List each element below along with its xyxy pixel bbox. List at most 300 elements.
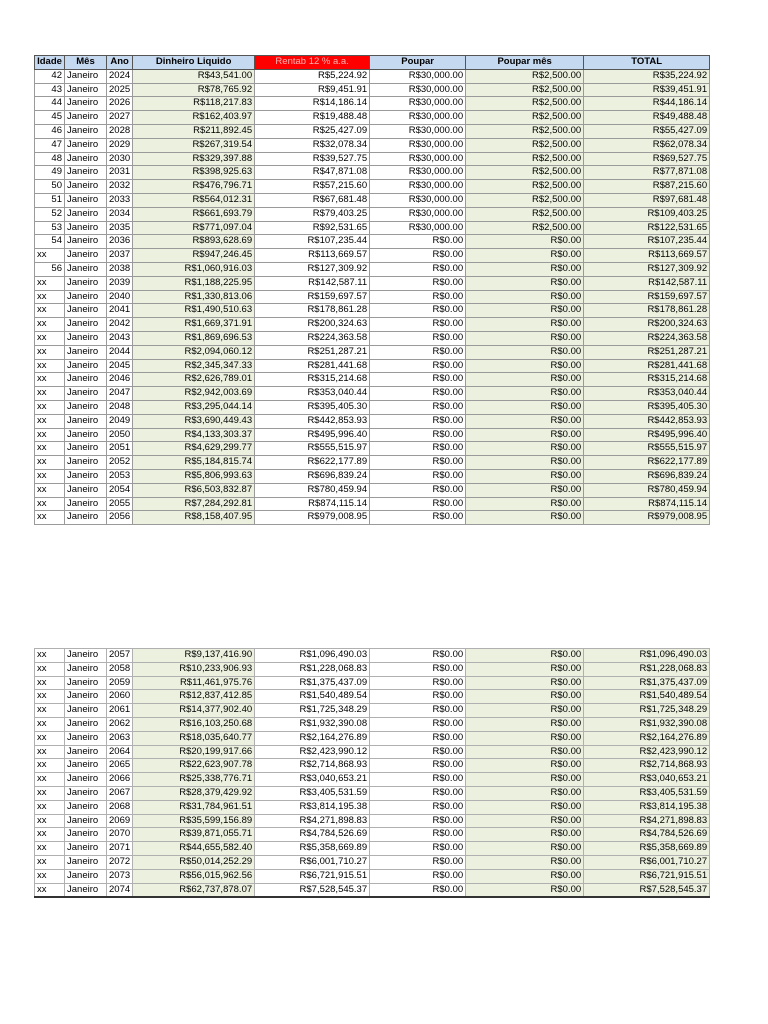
cell-dinheiro-liquido[interactable]: R$893,628.69 [133, 235, 255, 249]
cell-ano[interactable]: 2050 [107, 428, 133, 442]
cell-mes[interactable]: Janeiro [65, 235, 107, 249]
cell-total[interactable]: R$39,451.91 [584, 83, 710, 97]
header-ano[interactable]: Ano [107, 56, 133, 70]
cell-rentab[interactable]: R$200,324.63 [255, 318, 370, 332]
cell-dinheiro-liquido[interactable]: R$22,623,907.78 [133, 759, 255, 773]
cell-total[interactable]: R$62,078.34 [584, 138, 710, 152]
cell-ano[interactable]: 2070 [107, 828, 133, 842]
cell-ano[interactable]: 2048 [107, 400, 133, 414]
cell-dinheiro-liquido[interactable]: R$1,869,696.53 [133, 331, 255, 345]
cell-poupar[interactable]: R$0.00 [370, 276, 466, 290]
cell-total[interactable]: R$6,001,710.27 [584, 855, 710, 869]
cell-mes[interactable]: Janeiro [65, 814, 107, 828]
cell-mes[interactable]: Janeiro [65, 483, 107, 497]
cell-dinheiro-liquido[interactable]: R$476,796.71 [133, 180, 255, 194]
cell-mes[interactable]: Janeiro [65, 262, 107, 276]
cell-total[interactable]: R$2,423,990.12 [584, 745, 710, 759]
cell-ano[interactable]: 2026 [107, 97, 133, 111]
cell-ano[interactable]: 2047 [107, 387, 133, 401]
cell-idade[interactable]: 47 [35, 138, 65, 152]
cell-poupar[interactable]: R$0.00 [370, 676, 466, 690]
cell-total[interactable]: R$107,235.44 [584, 235, 710, 249]
cell-poupar[interactable]: R$0.00 [370, 387, 466, 401]
cell-idade[interactable]: xx [35, 883, 65, 897]
cell-rentab[interactable]: R$5,224.92 [255, 69, 370, 83]
cell-idade[interactable]: 56 [35, 262, 65, 276]
cell-mes[interactable]: Janeiro [65, 649, 107, 663]
cell-rentab[interactable]: R$1,375,437.09 [255, 676, 370, 690]
cell-rentab[interactable]: R$3,040,653.21 [255, 773, 370, 787]
cell-poupar[interactable]: R$0.00 [370, 497, 466, 511]
cell-mes[interactable]: Janeiro [65, 331, 107, 345]
cell-poupar[interactable]: R$30,000.00 [370, 152, 466, 166]
cell-rentab[interactable]: R$1,228,068.83 [255, 662, 370, 676]
cell-rentab[interactable]: R$57,215.60 [255, 180, 370, 194]
cell-rentab[interactable]: R$9,451.91 [255, 83, 370, 97]
cell-poupar[interactable]: R$30,000.00 [370, 124, 466, 138]
cell-idade[interactable]: xx [35, 704, 65, 718]
cell-poupar[interactable]: R$0.00 [370, 318, 466, 332]
cell-total[interactable]: R$224,363.58 [584, 331, 710, 345]
cell-idade[interactable]: 43 [35, 83, 65, 97]
cell-dinheiro-liquido[interactable]: R$3,690,449.43 [133, 414, 255, 428]
cell-mes[interactable]: Janeiro [65, 221, 107, 235]
cell-rentab[interactable]: R$32,078.34 [255, 138, 370, 152]
cell-total[interactable]: R$495,996.40 [584, 428, 710, 442]
cell-mes[interactable]: Janeiro [65, 842, 107, 856]
cell-idade[interactable]: xx [35, 387, 65, 401]
cell-rentab[interactable]: R$1,725,348.29 [255, 704, 370, 718]
cell-total[interactable]: R$2,714,868.93 [584, 759, 710, 773]
cell-ano[interactable]: 2039 [107, 276, 133, 290]
cell-mes[interactable]: Janeiro [65, 662, 107, 676]
header-mes[interactable]: Mês [65, 56, 107, 70]
cell-mes[interactable]: Janeiro [65, 828, 107, 842]
cell-ano[interactable]: 2041 [107, 304, 133, 318]
cell-poupar-mes[interactable]: R$0.00 [466, 814, 584, 828]
cell-mes[interactable]: Janeiro [65, 124, 107, 138]
cell-dinheiro-liquido[interactable]: R$39,871,055.71 [133, 828, 255, 842]
cell-total[interactable]: R$178,861.28 [584, 304, 710, 318]
cell-dinheiro-liquido[interactable]: R$1,490,510.63 [133, 304, 255, 318]
cell-idade[interactable]: xx [35, 331, 65, 345]
cell-poupar-mes[interactable]: R$0.00 [466, 442, 584, 456]
cell-idade[interactable]: xx [35, 345, 65, 359]
cell-poupar-mes[interactable]: R$0.00 [466, 497, 584, 511]
cell-mes[interactable]: Janeiro [65, 800, 107, 814]
cell-total[interactable]: R$113,669.57 [584, 249, 710, 263]
cell-total[interactable]: R$200,324.63 [584, 318, 710, 332]
cell-dinheiro-liquido[interactable]: R$661,693.79 [133, 207, 255, 221]
cell-poupar-mes[interactable]: R$0.00 [466, 304, 584, 318]
cell-ano[interactable]: 2065 [107, 759, 133, 773]
cell-total[interactable]: R$780,459.94 [584, 483, 710, 497]
cell-ano[interactable]: 2062 [107, 717, 133, 731]
cell-ano[interactable]: 2031 [107, 166, 133, 180]
cell-mes[interactable]: Janeiro [65, 745, 107, 759]
cell-dinheiro-liquido[interactable]: R$14,377,902.40 [133, 704, 255, 718]
cell-dinheiro-liquido[interactable]: R$162,403.97 [133, 111, 255, 125]
cell-ano[interactable]: 2074 [107, 883, 133, 897]
cell-poupar-mes[interactable]: R$0.00 [466, 262, 584, 276]
cell-rentab[interactable]: R$6,001,710.27 [255, 855, 370, 869]
cell-mes[interactable]: Janeiro [65, 414, 107, 428]
cell-rentab[interactable]: R$113,669.57 [255, 249, 370, 263]
cell-idade[interactable]: xx [35, 676, 65, 690]
cell-poupar[interactable]: R$30,000.00 [370, 207, 466, 221]
cell-poupar[interactable]: R$0.00 [370, 759, 466, 773]
cell-rentab[interactable]: R$1,932,390.08 [255, 717, 370, 731]
cell-poupar-mes[interactable]: R$0.00 [466, 483, 584, 497]
cell-dinheiro-liquido[interactable]: R$56,015,962.56 [133, 869, 255, 883]
cell-mes[interactable]: Janeiro [65, 786, 107, 800]
cell-rentab[interactable]: R$5,358,669.89 [255, 842, 370, 856]
cell-idade[interactable]: xx [35, 414, 65, 428]
cell-total[interactable]: R$142,587.11 [584, 276, 710, 290]
cell-rentab[interactable]: R$1,540,489.54 [255, 690, 370, 704]
cell-poupar[interactable]: R$30,000.00 [370, 193, 466, 207]
cell-dinheiro-liquido[interactable]: R$9,137,416.90 [133, 649, 255, 663]
cell-poupar[interactable]: R$0.00 [370, 483, 466, 497]
cell-idade[interactable]: xx [35, 828, 65, 842]
cell-idade[interactable]: 53 [35, 221, 65, 235]
cell-ano[interactable]: 2034 [107, 207, 133, 221]
cell-dinheiro-liquido[interactable]: R$44,655,582.40 [133, 842, 255, 856]
cell-total[interactable]: R$122,531.65 [584, 221, 710, 235]
cell-idade[interactable]: 42 [35, 69, 65, 83]
cell-dinheiro-liquido[interactable]: R$1,188,225.95 [133, 276, 255, 290]
cell-idade[interactable]: 46 [35, 124, 65, 138]
cell-poupar[interactable]: R$0.00 [370, 249, 466, 263]
cell-rentab[interactable]: R$281,441.68 [255, 359, 370, 373]
cell-poupar-mes[interactable]: R$0.00 [466, 249, 584, 263]
cell-mes[interactable]: Janeiro [65, 387, 107, 401]
cell-mes[interactable]: Janeiro [65, 345, 107, 359]
cell-total[interactable]: R$3,040,653.21 [584, 773, 710, 787]
cell-rentab[interactable]: R$107,235.44 [255, 235, 370, 249]
cell-mes[interactable]: Janeiro [65, 111, 107, 125]
cell-mes[interactable]: Janeiro [65, 359, 107, 373]
cell-rentab[interactable]: R$2,164,276.89 [255, 731, 370, 745]
cell-poupar[interactable]: R$0.00 [370, 855, 466, 869]
cell-poupar-mes[interactable]: R$2,500.00 [466, 207, 584, 221]
cell-total[interactable]: R$3,405,531.59 [584, 786, 710, 800]
cell-poupar-mes[interactable]: R$0.00 [466, 855, 584, 869]
cell-poupar-mes[interactable]: R$2,500.00 [466, 111, 584, 125]
cell-dinheiro-liquido[interactable]: R$20,199,917.66 [133, 745, 255, 759]
cell-poupar[interactable]: R$0.00 [370, 717, 466, 731]
cell-total[interactable]: R$159,697.57 [584, 290, 710, 304]
cell-rentab[interactable]: R$622,177.89 [255, 456, 370, 470]
cell-dinheiro-liquido[interactable]: R$2,626,789.01 [133, 373, 255, 387]
cell-mes[interactable]: Janeiro [65, 497, 107, 511]
cell-idade[interactable]: xx [35, 842, 65, 856]
cell-total[interactable]: R$1,932,390.08 [584, 717, 710, 731]
cell-total[interactable]: R$127,309.92 [584, 262, 710, 276]
cell-poupar-mes[interactable]: R$0.00 [466, 456, 584, 470]
cell-poupar-mes[interactable]: R$0.00 [466, 759, 584, 773]
cell-total[interactable]: R$1,375,437.09 [584, 676, 710, 690]
cell-poupar[interactable]: R$0.00 [370, 262, 466, 276]
cell-total[interactable]: R$4,271,898.83 [584, 814, 710, 828]
cell-idade[interactable]: xx [35, 869, 65, 883]
cell-mes[interactable]: Janeiro [65, 704, 107, 718]
cell-dinheiro-liquido[interactable]: R$564,012.31 [133, 193, 255, 207]
header-idade[interactable]: Idade [35, 56, 65, 70]
cell-poupar-mes[interactable]: R$0.00 [466, 387, 584, 401]
cell-poupar-mes[interactable]: R$0.00 [466, 883, 584, 897]
cell-ano[interactable]: 2038 [107, 262, 133, 276]
cell-idade[interactable]: xx [35, 469, 65, 483]
cell-ano[interactable]: 2045 [107, 359, 133, 373]
cell-ano[interactable]: 2061 [107, 704, 133, 718]
cell-rentab[interactable]: R$224,363.58 [255, 331, 370, 345]
cell-dinheiro-liquido[interactable]: R$10,233,906.93 [133, 662, 255, 676]
cell-ano[interactable]: 2046 [107, 373, 133, 387]
cell-ano[interactable]: 2051 [107, 442, 133, 456]
cell-dinheiro-liquido[interactable]: R$211,892.45 [133, 124, 255, 138]
cell-ano[interactable]: 2066 [107, 773, 133, 787]
cell-poupar-mes[interactable]: R$2,500.00 [466, 193, 584, 207]
cell-total[interactable]: R$395,405.30 [584, 400, 710, 414]
cell-dinheiro-liquido[interactable]: R$7,284,292.81 [133, 497, 255, 511]
cell-poupar[interactable]: R$0.00 [370, 469, 466, 483]
cell-rentab[interactable]: R$7,528,545.37 [255, 883, 370, 897]
cell-poupar-mes[interactable]: R$2,500.00 [466, 152, 584, 166]
cell-idade[interactable]: 48 [35, 152, 65, 166]
cell-idade[interactable]: xx [35, 373, 65, 387]
cell-poupar-mes[interactable]: R$0.00 [466, 745, 584, 759]
cell-ano[interactable]: 2073 [107, 869, 133, 883]
cell-mes[interactable]: Janeiro [65, 83, 107, 97]
cell-idade[interactable]: 44 [35, 97, 65, 111]
cell-rentab[interactable]: R$395,405.30 [255, 400, 370, 414]
cell-poupar[interactable]: R$0.00 [370, 345, 466, 359]
cell-dinheiro-liquido[interactable]: R$18,035,640.77 [133, 731, 255, 745]
cell-ano[interactable]: 2037 [107, 249, 133, 263]
cell-rentab[interactable]: R$79,403.25 [255, 207, 370, 221]
cell-idade[interactable]: xx [35, 731, 65, 745]
cell-dinheiro-liquido[interactable]: R$118,217.83 [133, 97, 255, 111]
cell-ano[interactable]: 2028 [107, 124, 133, 138]
cell-mes[interactable]: Janeiro [65, 759, 107, 773]
cell-poupar[interactable]: R$30,000.00 [370, 69, 466, 83]
cell-ano[interactable]: 2053 [107, 469, 133, 483]
cell-idade[interactable]: xx [35, 456, 65, 470]
cell-mes[interactable]: Janeiro [65, 373, 107, 387]
cell-total[interactable]: R$1,725,348.29 [584, 704, 710, 718]
cell-idade[interactable]: 52 [35, 207, 65, 221]
cell-poupar-mes[interactable]: R$0.00 [466, 690, 584, 704]
cell-poupar[interactable]: R$30,000.00 [370, 166, 466, 180]
cell-idade[interactable]: xx [35, 483, 65, 497]
cell-mes[interactable]: Janeiro [65, 276, 107, 290]
cell-poupar[interactable]: R$30,000.00 [370, 83, 466, 97]
cell-total[interactable]: R$44,186.14 [584, 97, 710, 111]
cell-poupar[interactable]: R$0.00 [370, 800, 466, 814]
cell-dinheiro-liquido[interactable]: R$4,133,303.37 [133, 428, 255, 442]
cell-ano[interactable]: 2049 [107, 414, 133, 428]
cell-ano[interactable]: 2054 [107, 483, 133, 497]
cell-dinheiro-liquido[interactable]: R$2,942,003.69 [133, 387, 255, 401]
cell-total[interactable]: R$979,008.95 [584, 511, 710, 525]
cell-dinheiro-liquido[interactable]: R$1,669,371.91 [133, 318, 255, 332]
cell-total[interactable]: R$2,164,276.89 [584, 731, 710, 745]
cell-poupar[interactable]: R$0.00 [370, 331, 466, 345]
cell-mes[interactable]: Janeiro [65, 69, 107, 83]
cell-poupar[interactable]: R$0.00 [370, 704, 466, 718]
cell-ano[interactable]: 2042 [107, 318, 133, 332]
cell-rentab[interactable]: R$47,871.08 [255, 166, 370, 180]
cell-rentab[interactable]: R$14,186.14 [255, 97, 370, 111]
cell-idade[interactable]: xx [35, 511, 65, 525]
cell-idade[interactable]: xx [35, 690, 65, 704]
cell-poupar[interactable]: R$0.00 [370, 814, 466, 828]
cell-poupar[interactable]: R$0.00 [370, 786, 466, 800]
cell-idade[interactable]: xx [35, 759, 65, 773]
cell-dinheiro-liquido[interactable]: R$11,461,975.76 [133, 676, 255, 690]
cell-rentab[interactable]: R$555,515.97 [255, 442, 370, 456]
cell-idade[interactable]: xx [35, 359, 65, 373]
cell-idade[interactable]: xx [35, 428, 65, 442]
cell-total[interactable]: R$97,681.48 [584, 193, 710, 207]
cell-ano[interactable]: 2068 [107, 800, 133, 814]
cell-mes[interactable]: Janeiro [65, 207, 107, 221]
cell-rentab[interactable]: R$4,271,898.83 [255, 814, 370, 828]
cell-poupar-mes[interactable]: R$0.00 [466, 773, 584, 787]
header-poupar-mes[interactable]: Poupar mês [466, 56, 584, 70]
cell-poupar[interactable]: R$30,000.00 [370, 111, 466, 125]
cell-ano[interactable]: 2057 [107, 649, 133, 663]
cell-total[interactable]: R$4,784,526.69 [584, 828, 710, 842]
cell-idade[interactable]: 45 [35, 111, 65, 125]
cell-mes[interactable]: Janeiro [65, 290, 107, 304]
cell-idade[interactable]: xx [35, 442, 65, 456]
cell-ano[interactable]: 2044 [107, 345, 133, 359]
cell-ano[interactable]: 2058 [107, 662, 133, 676]
cell-rentab[interactable]: R$159,697.57 [255, 290, 370, 304]
cell-total[interactable]: R$7,528,545.37 [584, 883, 710, 897]
cell-idade[interactable]: xx [35, 855, 65, 869]
cell-poupar-mes[interactable]: R$0.00 [466, 828, 584, 842]
cell-ano[interactable]: 2030 [107, 152, 133, 166]
cell-total[interactable]: R$281,441.68 [584, 359, 710, 373]
cell-poupar[interactable]: R$0.00 [370, 359, 466, 373]
cell-rentab[interactable]: R$19,488.48 [255, 111, 370, 125]
cell-poupar[interactable]: R$0.00 [370, 442, 466, 456]
cell-total[interactable]: R$442,853.93 [584, 414, 710, 428]
cell-dinheiro-liquido[interactable]: R$771,097.04 [133, 221, 255, 235]
cell-mes[interactable]: Janeiro [65, 304, 107, 318]
cell-idade[interactable]: xx [35, 814, 65, 828]
cell-poupar-mes[interactable]: R$0.00 [466, 428, 584, 442]
cell-mes[interactable]: Janeiro [65, 428, 107, 442]
cell-poupar-mes[interactable]: R$0.00 [466, 276, 584, 290]
cell-dinheiro-liquido[interactable]: R$2,094,060.12 [133, 345, 255, 359]
cell-mes[interactable]: Janeiro [65, 883, 107, 897]
cell-ano[interactable]: 2055 [107, 497, 133, 511]
cell-idade[interactable]: xx [35, 497, 65, 511]
cell-total[interactable]: R$251,287.21 [584, 345, 710, 359]
cell-dinheiro-liquido[interactable]: R$8,158,407.95 [133, 511, 255, 525]
cell-poupar-mes[interactable]: R$0.00 [466, 704, 584, 718]
cell-dinheiro-liquido[interactable]: R$4,629,299.77 [133, 442, 255, 456]
cell-rentab[interactable]: R$315,214.68 [255, 373, 370, 387]
cell-ano[interactable]: 2025 [107, 83, 133, 97]
cell-idade[interactable]: xx [35, 649, 65, 663]
cell-ano[interactable]: 2043 [107, 331, 133, 345]
cell-dinheiro-liquido[interactable]: R$78,765.92 [133, 83, 255, 97]
cell-mes[interactable]: Janeiro [65, 249, 107, 263]
cell-dinheiro-liquido[interactable]: R$25,338,776.71 [133, 773, 255, 787]
cell-poupar[interactable]: R$0.00 [370, 842, 466, 856]
cell-poupar[interactable]: R$0.00 [370, 373, 466, 387]
cell-poupar-mes[interactable]: R$2,500.00 [466, 69, 584, 83]
cell-rentab[interactable]: R$1,096,490.03 [255, 649, 370, 663]
cell-total[interactable]: R$1,228,068.83 [584, 662, 710, 676]
cell-mes[interactable]: Janeiro [65, 166, 107, 180]
cell-poupar-mes[interactable]: R$0.00 [466, 359, 584, 373]
cell-rentab[interactable]: R$6,721,915.51 [255, 869, 370, 883]
cell-poupar-mes[interactable]: R$0.00 [466, 662, 584, 676]
cell-ano[interactable]: 2060 [107, 690, 133, 704]
cell-mes[interactable]: Janeiro [65, 511, 107, 525]
cell-rentab[interactable]: R$92,531.65 [255, 221, 370, 235]
cell-dinheiro-liquido[interactable]: R$3,295,044.14 [133, 400, 255, 414]
cell-poupar[interactable]: R$0.00 [370, 511, 466, 525]
cell-dinheiro-liquido[interactable]: R$50,014,252.29 [133, 855, 255, 869]
cell-total[interactable]: R$555,515.97 [584, 442, 710, 456]
cell-rentab[interactable]: R$25,427.09 [255, 124, 370, 138]
cell-poupar-mes[interactable]: R$0.00 [466, 345, 584, 359]
cell-poupar[interactable]: R$30,000.00 [370, 97, 466, 111]
cell-poupar[interactable]: R$0.00 [370, 690, 466, 704]
cell-ano[interactable]: 2035 [107, 221, 133, 235]
cell-poupar[interactable]: R$0.00 [370, 456, 466, 470]
cell-total[interactable]: R$874,115.14 [584, 497, 710, 511]
cell-poupar-mes[interactable]: R$2,500.00 [466, 124, 584, 138]
cell-mes[interactable]: Janeiro [65, 717, 107, 731]
cell-poupar-mes[interactable]: R$0.00 [466, 869, 584, 883]
cell-poupar-mes[interactable]: R$2,500.00 [466, 138, 584, 152]
cell-total[interactable]: R$1,096,490.03 [584, 649, 710, 663]
cell-poupar[interactable]: R$0.00 [370, 290, 466, 304]
cell-rentab[interactable]: R$142,587.11 [255, 276, 370, 290]
cell-mes[interactable]: Janeiro [65, 318, 107, 332]
cell-ano[interactable]: 2029 [107, 138, 133, 152]
cell-idade[interactable]: 54 [35, 235, 65, 249]
cell-mes[interactable]: Janeiro [65, 400, 107, 414]
cell-total[interactable]: R$55,427.09 [584, 124, 710, 138]
cell-ano[interactable]: 2033 [107, 193, 133, 207]
cell-poupar[interactable]: R$30,000.00 [370, 180, 466, 194]
header-dinheiro-liquido[interactable]: Dinheiro Liquido [133, 56, 255, 70]
cell-rentab[interactable]: R$979,008.95 [255, 511, 370, 525]
cell-dinheiro-liquido[interactable]: R$5,806,993.63 [133, 469, 255, 483]
cell-poupar[interactable]: R$0.00 [370, 649, 466, 663]
cell-dinheiro-liquido[interactable]: R$16,103,250.68 [133, 717, 255, 731]
cell-idade[interactable]: 50 [35, 180, 65, 194]
cell-mes[interactable]: Janeiro [65, 456, 107, 470]
cell-ano[interactable]: 2056 [107, 511, 133, 525]
cell-total[interactable]: R$3,814,195.38 [584, 800, 710, 814]
cell-rentab[interactable]: R$696,839.24 [255, 469, 370, 483]
cell-total[interactable]: R$1,540,489.54 [584, 690, 710, 704]
cell-mes[interactable]: Janeiro [65, 152, 107, 166]
cell-idade[interactable]: xx [35, 717, 65, 731]
cell-total[interactable]: R$49,488.48 [584, 111, 710, 125]
cell-rentab[interactable]: R$251,287.21 [255, 345, 370, 359]
